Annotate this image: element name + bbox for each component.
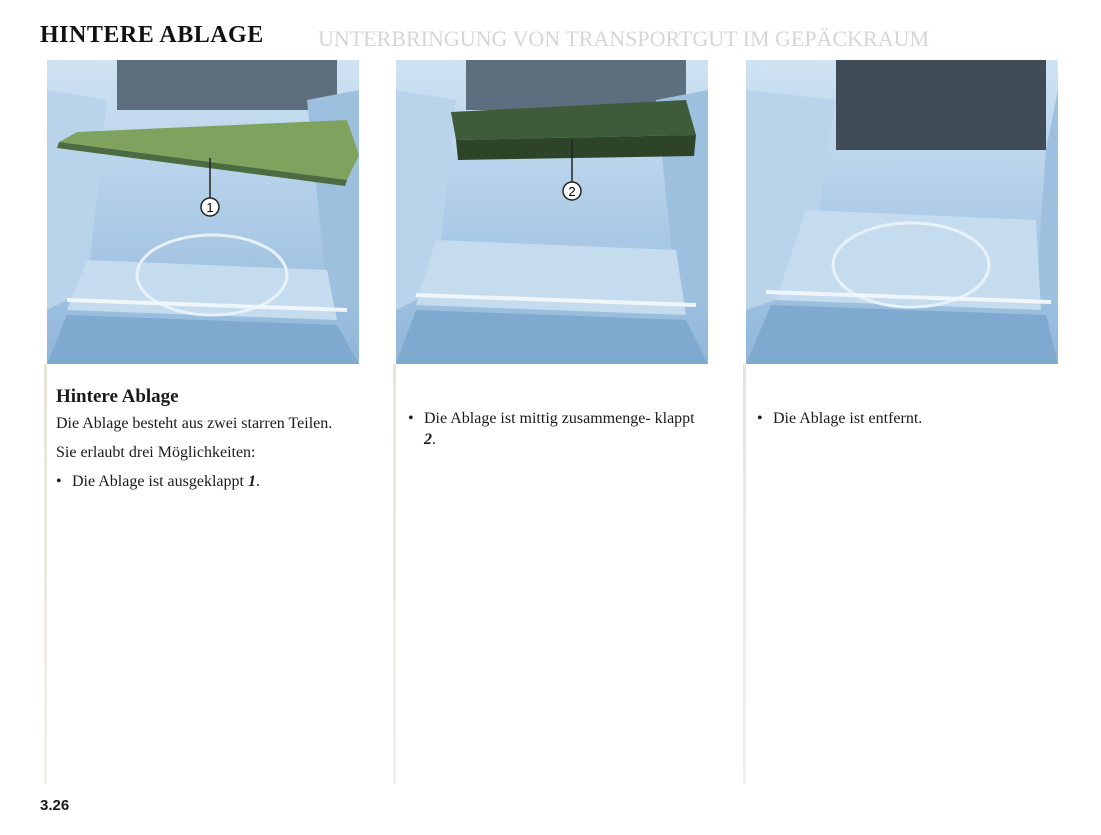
column-2-text	[408, 408, 708, 450]
intro-paragraph: Die Ablage besteht aus zwei starren Teilen.	[56, 415, 333, 432]
list-item-text: Die Ablage ist ausgeklappt 1.	[72, 473, 260, 490]
options-paragraph: Sie erlaubt drei Möglichkeiten:	[56, 444, 256, 461]
bleed-through-title: UNTERBRINGUNG VON TRANSPORTGUT IM GEPÄCKRAUM	[318, 26, 930, 51]
trunk-illustration-3	[746, 60, 1058, 364]
page-title: HINTERE ABLAGE	[40, 22, 264, 48]
page-number: 3.26	[40, 797, 70, 814]
bullet-dot: •	[757, 410, 763, 427]
photo-shelf-folded	[396, 60, 708, 364]
column-3-text	[757, 408, 1057, 429]
column-rule-2	[393, 364, 396, 784]
callout-2-label: 2	[568, 184, 576, 199]
list-item	[757, 408, 1057, 429]
column-1-text	[56, 380, 356, 492]
list-item-text: Die Ablage ist mittig zusammenge- klappt 2.	[424, 410, 695, 448]
callout-1-label: 1	[206, 200, 214, 215]
photo-shelf-extended	[47, 60, 359, 364]
list-item	[408, 408, 708, 450]
bullet-dot: •	[408, 410, 414, 427]
reference-number: 2	[424, 431, 432, 448]
trunk-illustration-1	[47, 60, 359, 364]
column-rule-1	[44, 364, 47, 784]
photo-shelf-removed	[746, 60, 1058, 364]
trunk-illustration-2	[396, 60, 708, 364]
bullet-dot: •	[56, 473, 62, 490]
list-item	[56, 471, 356, 492]
reference-number: 1	[247, 473, 256, 490]
column-rule-3	[743, 364, 746, 784]
section-heading: Hintere Ablage	[56, 386, 179, 407]
list-item-text: Die Ablage ist entfernt.	[773, 410, 923, 427]
